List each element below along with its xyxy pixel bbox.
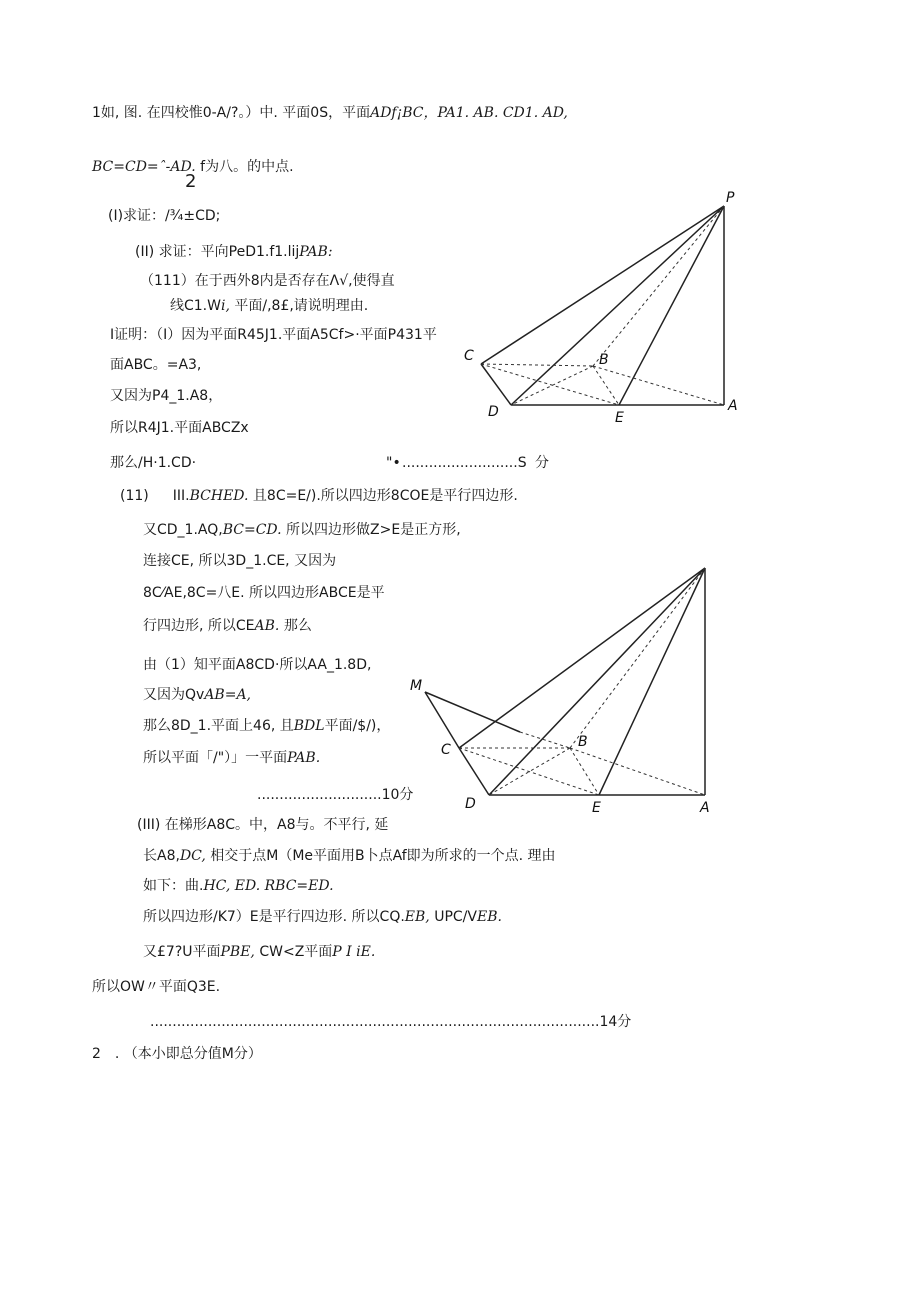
solution-1-mark: "•	[386, 455, 401, 471]
solution-1-line-2: 面ABC。=A3,	[110, 357, 202, 373]
solution-2-line-8-italic: BDL	[293, 718, 325, 734]
solution-2-line-9-a: 所以平面「/"）」一平面	[143, 750, 288, 766]
edge-C-D	[459, 748, 489, 795]
solution-2-line-7-a: 又因为Qv	[143, 687, 205, 703]
label-C: C	[464, 348, 474, 364]
edge-M-C	[425, 692, 459, 748]
solution-2-line-7-italic: AB=A,	[204, 687, 252, 703]
solution-3-line-4-italic-1: EB,	[404, 909, 430, 925]
solution-2-line-8-a: 那么8D_1.平面上46, 且	[143, 718, 294, 734]
solution-3-line-2-italic: DC,	[179, 848, 206, 864]
solution-1-line-3: 又因为P4_1.A8，	[110, 388, 223, 404]
label-D: D	[488, 404, 499, 420]
label-E2: E	[592, 800, 601, 816]
question-3-italic: i,	[220, 298, 230, 314]
solution-1-line-4: 所以R4J1.平面ABCZx	[110, 420, 249, 436]
solution-2-line-3: 连接CE, 所以3D_1.CE, 又因为	[143, 553, 337, 569]
solution-3-line-6: 所以OW〃平面Q3E.	[92, 979, 221, 995]
solution-3-score: .....................................................................................................14分	[150, 1014, 632, 1030]
solution-3-line-3-a: 如下：曲.	[143, 878, 204, 894]
question-3-line-1: （111）在于西外8内是否存在Λ√,使得直	[140, 273, 395, 289]
edge-M-B	[425, 692, 520, 732]
solution-2-line-2-italic: BC=CD.	[222, 522, 282, 538]
solution-2-line-8-c: 平面/$/)，	[324, 718, 391, 734]
solution-2-score: ............................10分	[257, 787, 414, 803]
solution-1-line-5-text: 那么/H·1.CD·	[110, 455, 197, 471]
solution-3-line-4-c: UPC/V	[429, 909, 477, 925]
solution-3-line-5-a: 又£7?U平面	[143, 944, 221, 960]
question-2-text: (II) 求证：平向PeD1.f1.lij	[135, 244, 300, 260]
label-M: M	[410, 678, 423, 694]
edge-C-E	[459, 748, 599, 795]
edge-B-E	[570, 748, 599, 795]
solution-1-score: 分	[535, 455, 549, 471]
edge-P2-B	[570, 568, 705, 748]
solution-2-roman: III.	[172, 488, 190, 504]
label-B: B	[599, 352, 609, 368]
solution-3-line-5-italic-1: PBE,	[220, 944, 255, 960]
problem-line-2-text: f为八。的中点.	[195, 159, 294, 175]
label-A2: A	[700, 800, 710, 816]
problem-line-1-italic: ADf¡BC，PA1. AB. CD1. AD,	[370, 105, 568, 121]
solution-2-line-5-italic: AB.	[254, 618, 280, 634]
question-3-tail: 平面/,8£,请说明理由.	[229, 298, 369, 314]
solution-3-line-4-a: 所以四边形/K7）E是平行四边形. 所以CQ.	[143, 909, 405, 925]
edge-B-A	[570, 748, 705, 795]
solution-3-line-4-italic-2: EB.	[476, 909, 502, 925]
label-C2: C	[441, 742, 451, 758]
fraction-denominator: 2	[185, 171, 197, 192]
edge-M-B-hidden	[520, 732, 570, 748]
solution-2-label: (11)	[120, 488, 149, 504]
solution-2-line-6: 由（1）知平面A8CD·所以AA_1.8D,	[143, 657, 372, 673]
solution-3-line-3-italic: HC, ED. RBC=ED.	[203, 878, 334, 894]
problem-line-1-text: 1如, 图. 在四校惟0-A/?。）中. 平面0S，平面	[92, 105, 371, 121]
problem-2-header: 2 . （本小即总分值M分）	[92, 1046, 262, 1062]
label-E: E	[615, 410, 624, 426]
solution-3-line-2-c: 相交于点M（Me平面用B卜点Af即为所求的一个点. 理由	[205, 848, 556, 864]
edge-P2-D	[489, 568, 705, 795]
solution-1-line-1: I证明：（I）因为平面R45J1.平面A5Cf>·平面P431平	[110, 327, 437, 343]
solution-2-line-2-c: 所以四边形做Z>E是正方形,	[281, 522, 461, 538]
solution-2-text: 且8C=E/).所以四边形8COE是平行四边形.	[248, 488, 518, 504]
solution-3-line-5-italic-2: P I iE.	[332, 944, 376, 960]
label-D2: D	[465, 796, 476, 812]
solution-2-line-5-c: 那么	[279, 618, 312, 634]
solution-2-line-9-italic: PAB.	[287, 750, 321, 766]
edge-P2-C	[459, 568, 705, 748]
problem-line-2-italic: BC=CD=ˆ-AD.	[92, 159, 196, 175]
solution-1-dots: ..........................S	[402, 455, 527, 471]
solution-2-italic: BCHED.	[189, 488, 249, 504]
label-B2: B	[578, 734, 588, 750]
solution-2-line-5-a: 行四边形, 所以CE	[143, 618, 255, 634]
solution-3-line-1: (III) 在梯形A8C。中，A8与。不平行, 延	[137, 817, 389, 833]
question-2-italic: PAB:	[299, 244, 333, 260]
edge-P2-E	[599, 568, 705, 795]
label-P: P	[726, 190, 735, 206]
question-1: (I)求证：/¾±CD;	[108, 208, 221, 224]
question-3-text: 线C1.W	[170, 298, 221, 314]
label-A: A	[728, 398, 738, 414]
solution-2-line-2-a: 又CD_1.AQ,	[143, 522, 223, 538]
solution-3-line-5-c: CW<Z平面	[254, 944, 333, 960]
solution-2-line-4: 8C⁄AE,8C=八E. 所以四边形ABCE是平	[143, 585, 385, 601]
solution-3-line-2-a: 长A8,	[143, 848, 180, 864]
